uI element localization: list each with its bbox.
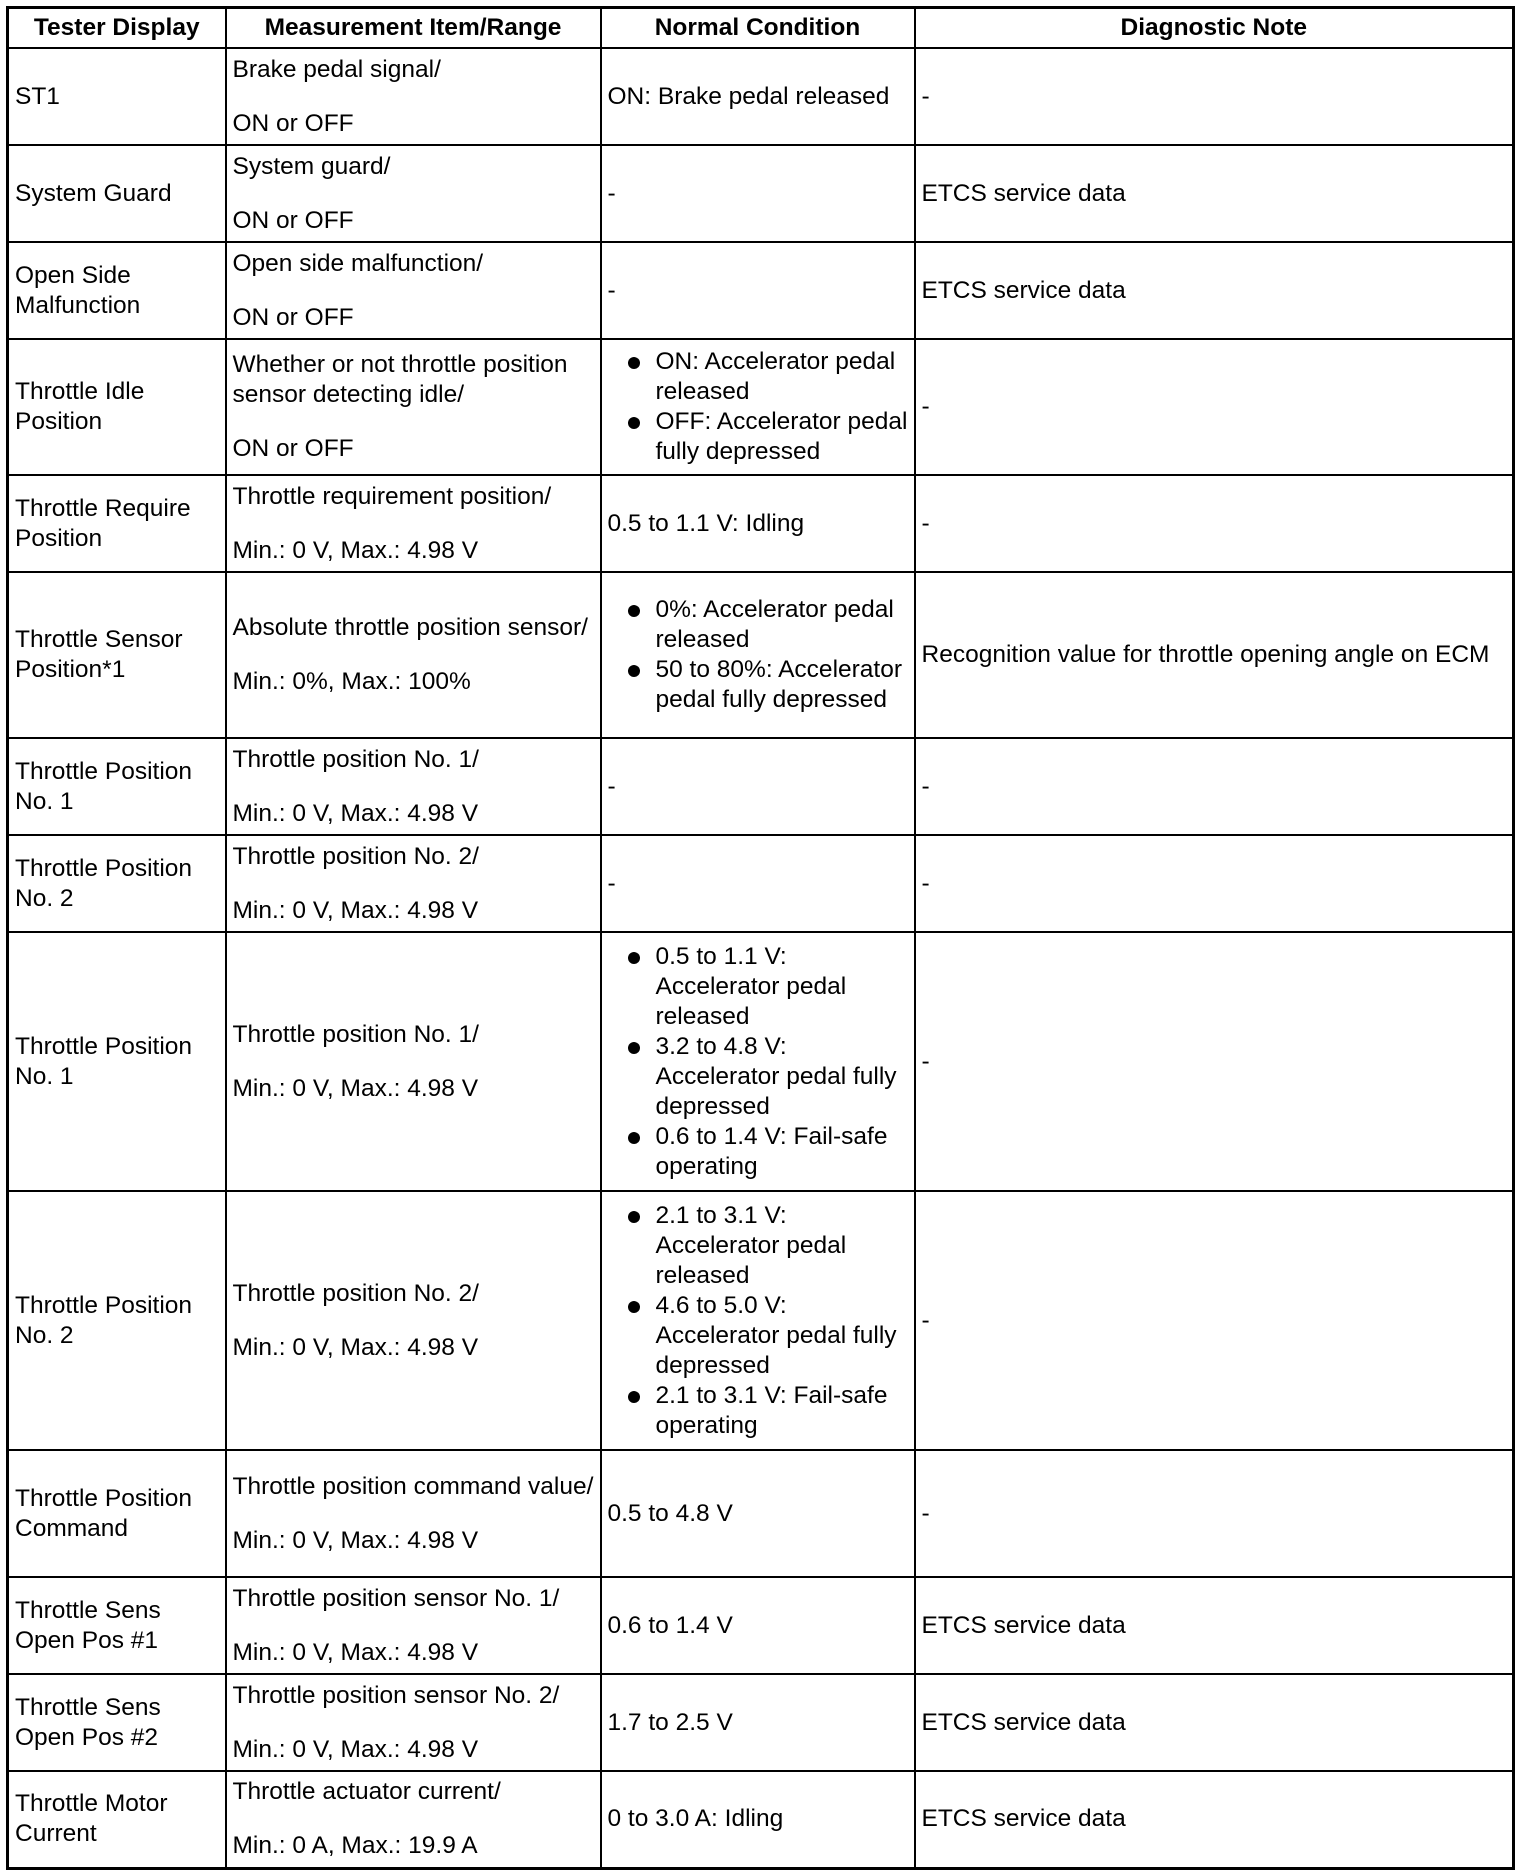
measurement-item: Absolute throttle position sensor/ — [232, 614, 588, 641]
table-row — [8, 1450, 1514, 1577]
cell-diagnostic-note: - — [915, 475, 1514, 572]
measurement-item: Throttle position No. 1/ — [232, 1020, 479, 1048]
list-item: 50 to 80%: Accelerator pedal fully depressed — [608, 655, 908, 715]
table-row — [8, 339, 1514, 475]
cell-diagnostic-note: ETCS service data — [915, 145, 1514, 242]
measurement-range: Min.: 0 V, Max.: 4.98 V — [232, 1638, 479, 1666]
measurement-gap — [233, 1050, 594, 1074]
cell-tester-display: ST1 — [8, 48, 226, 145]
cell-measurement — [226, 1674, 601, 1771]
cell-measurement — [226, 835, 601, 932]
cell-tester-display: Throttle Position No. 2 — [8, 835, 226, 932]
cell-measurement — [226, 738, 601, 835]
table-row — [8, 1771, 1514, 1868]
cell-diagnostic-note: - — [915, 835, 1514, 932]
cell-measurement — [226, 242, 601, 339]
header-diagnostic-note: Diagnostic Note — [915, 8, 1514, 49]
cell-normal-condition: 0.5 to 1.1 V: Idling — [601, 475, 915, 572]
cell-tester-display: Open Side Malfunction — [8, 242, 226, 339]
measurement-item: Throttle position sensor No. 1/ — [232, 1584, 560, 1612]
measurement-range: ON or OFF — [232, 435, 354, 462]
table-row — [8, 1674, 1514, 1771]
cell-diagnostic-note: - — [915, 932, 1514, 1191]
cell-measurement — [226, 475, 601, 572]
measurement-range: ON or OFF — [232, 109, 354, 137]
cell-measurement — [226, 1191, 601, 1450]
measurement-range: Min.: 0 V, Max.: 4.98 V — [232, 1735, 479, 1763]
list-item: 0.6 to 1.4 V: Fail-safe operating — [608, 1122, 908, 1182]
cell-measurement — [226, 932, 601, 1191]
header-normal-condition: Normal Condition — [601, 8, 915, 49]
list-item: OFF: Accelerator pedal fully depressed — [608, 407, 908, 467]
normal-condition-list — [608, 1201, 908, 1441]
table-row — [8, 835, 1514, 932]
cell-normal-condition — [601, 1191, 915, 1450]
cell-measurement — [226, 145, 601, 242]
measurement-gap — [233, 1807, 594, 1831]
cell-diagnostic-note: - — [915, 339, 1514, 475]
cell-diagnostic-note: - — [915, 1450, 1514, 1577]
measurement-range: Min.: 0 V, Max.: 4.98 V — [232, 799, 479, 827]
list-item: 0%: Accelerator pedal released — [608, 595, 908, 655]
normal-condition-list — [608, 347, 908, 467]
measurement-gap — [233, 512, 594, 536]
measurement-item: Throttle position No. 2/ — [232, 1279, 479, 1307]
measurement-range: Min.: 0 A, Max.: 19.9 A — [232, 1832, 478, 1860]
cell-measurement — [226, 1450, 601, 1577]
header-measurement: Measurement Item/Range — [226, 8, 601, 49]
measurement-gap — [233, 1614, 594, 1638]
measurement-gap — [233, 1309, 594, 1333]
cell-tester-display: Throttle Position Command — [8, 1450, 226, 1577]
cell-normal-condition — [601, 339, 915, 475]
cell-normal-condition: - — [601, 242, 915, 339]
cell-tester-display: Throttle Position No. 1 — [8, 932, 226, 1191]
list-item: ON: Accelerator pedal released — [608, 347, 908, 407]
cell-normal-condition: - — [601, 738, 915, 835]
list-item: 4.6 to 5.0 V: Accelerator pedal fully depressed — [608, 1291, 908, 1381]
cell-tester-display: Throttle Sens Open Pos #1 — [8, 1577, 226, 1674]
list-item: 3.2 to 4.8 V: Accelerator pedal fully depressed — [608, 1032, 908, 1122]
cell-normal-condition — [601, 932, 915, 1191]
measurement-range: Min.: 0 V, Max.: 4.98 V — [232, 1333, 479, 1361]
measurement-item: Throttle position No. 1/ — [232, 745, 479, 773]
table-row — [8, 48, 1514, 145]
list-item: 2.1 to 3.1 V: Fail-safe operating — [608, 1381, 908, 1441]
cell-tester-display: Throttle Sens Open Pos #2 — [8, 1674, 226, 1771]
measurement-range: ON or OFF — [232, 206, 354, 234]
cell-normal-condition: - — [601, 835, 915, 932]
measurement-gap — [233, 775, 594, 799]
measurement-gap — [233, 1711, 594, 1735]
normal-condition-list — [608, 942, 908, 1182]
measurement-range: Min.: 0 V, Max.: 4.98 V — [232, 1526, 479, 1554]
measurement-item: System guard/ — [232, 152, 391, 180]
measurement-item: Throttle actuator current/ — [232, 1778, 501, 1806]
cell-tester-display: Throttle Motor Current — [8, 1771, 226, 1868]
cell-diagnostic-note: - — [915, 738, 1514, 835]
measurement-gap — [233, 643, 594, 667]
cell-measurement — [226, 1771, 601, 1868]
cell-tester-display: Throttle Position No. 2 — [8, 1191, 226, 1450]
cell-tester-display: Throttle Sensor Position*1 — [8, 572, 226, 738]
table-row — [8, 738, 1514, 835]
measurement-item: Brake pedal signal/ — [232, 55, 441, 83]
measurement-item: Throttle position sensor No. 2/ — [232, 1681, 560, 1709]
measurement-range: Min.: 0%, Max.: 100% — [232, 668, 471, 695]
table-row — [8, 145, 1514, 242]
cell-diagnostic-note: Recognition value for throttle opening angle on ECM — [915, 572, 1514, 738]
measurement-range: Min.: 0 V, Max.: 4.98 V — [232, 1074, 479, 1102]
table-row — [8, 572, 1514, 738]
cell-normal-condition: 1.7 to 2.5 V — [601, 1674, 915, 1771]
cell-measurement — [226, 1577, 601, 1674]
list-item: 2.1 to 3.1 V: Accelerator pedal released — [608, 1201, 908, 1291]
cell-normal-condition: - — [601, 145, 915, 242]
cell-tester-display: System Guard — [8, 145, 226, 242]
measurement-range: ON or OFF — [232, 303, 354, 331]
measurement-item: Throttle position command value/ — [232, 1472, 594, 1500]
cell-normal-condition: 0 to 3.0 A: Idling — [601, 1771, 915, 1868]
data-list-table — [6, 6, 1515, 1870]
table-row — [8, 932, 1514, 1191]
measurement-gap — [233, 279, 594, 303]
list-item: 0.5 to 1.1 V: Accelerator pedal released — [608, 942, 908, 1032]
table-body — [8, 48, 1514, 1868]
cell-diagnostic-note: ETCS service data — [915, 1674, 1514, 1771]
cell-measurement — [226, 48, 601, 145]
measurement-item: Open side malfunction/ — [232, 249, 484, 277]
measurement-gap — [233, 410, 594, 434]
cell-measurement — [226, 339, 601, 475]
measurement-gap — [233, 1502, 594, 1526]
header-tester-display: Tester Display — [8, 8, 226, 49]
table-header-row — [8, 8, 1514, 49]
measurement-range: Min.: 0 V, Max.: 4.98 V — [232, 896, 479, 924]
cell-normal-condition — [601, 572, 915, 738]
cell-diagnostic-note: ETCS service data — [915, 1577, 1514, 1674]
measurement-gap — [233, 182, 594, 206]
measurement-item: Throttle position No. 2/ — [232, 842, 479, 870]
normal-condition-list — [608, 595, 908, 715]
measurement-range: Min.: 0 V, Max.: 4.98 V — [232, 536, 479, 564]
cell-normal-condition: ON: Brake pedal released — [601, 48, 915, 145]
table-row — [8, 1577, 1514, 1674]
cell-diagnostic-note: - — [915, 1191, 1514, 1450]
measurement-gap — [233, 85, 594, 109]
table-row — [8, 1191, 1514, 1450]
cell-normal-condition: 0.5 to 4.8 V — [601, 1450, 915, 1577]
table-row — [8, 475, 1514, 572]
cell-tester-display: Throttle Require Position — [8, 475, 226, 572]
cell-diagnostic-note: - — [915, 48, 1514, 145]
cell-tester-display: Throttle Position No. 1 — [8, 738, 226, 835]
cell-diagnostic-note: ETCS service data — [915, 1771, 1514, 1868]
cell-normal-condition: 0.6 to 1.4 V — [601, 1577, 915, 1674]
cell-tester-display: Throttle Idle Position — [8, 339, 226, 475]
measurement-item: Throttle requirement position/ — [232, 482, 552, 510]
cell-measurement — [226, 572, 601, 738]
cell-diagnostic-note: ETCS service data — [915, 242, 1514, 339]
measurement-gap — [233, 872, 594, 896]
measurement-item: Whether or not throttle position sensor detecting idle/ — [232, 351, 568, 408]
table-row — [8, 242, 1514, 339]
